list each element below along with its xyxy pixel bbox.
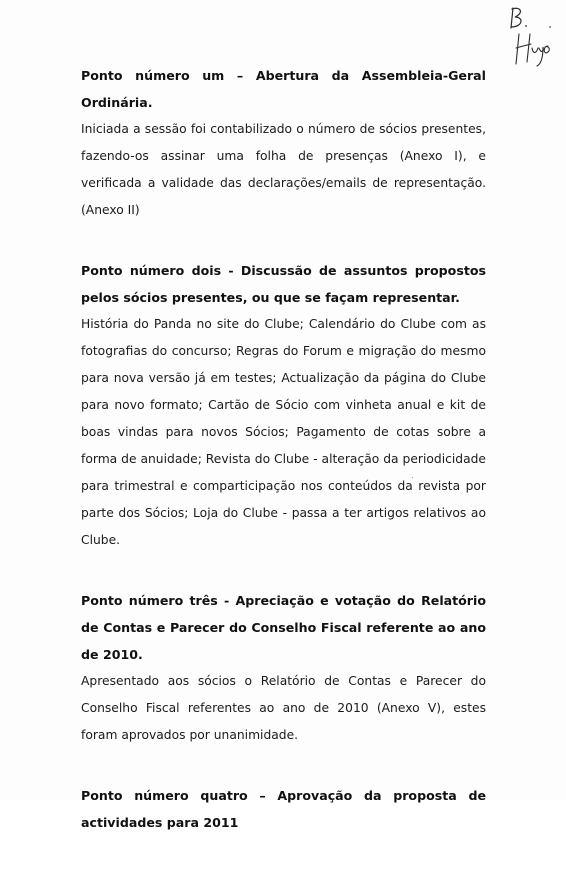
section-ponto-quatro [81, 782, 486, 836]
section-paragraph: História do Panda no site do Clube; Calendário do Clube com as fotografias do concurso; Regras do Forum e migração do mesmo para nova versão já em testes; Actualização da página do Clube para novo formato; Cartão de Sócio com vinheta anual e kit de boas vindas para novos Sócios; Pagamento de cotas sobre a forma de anuidade; Revista do Clube - alteração da periodicidade para trimestral e comparticipação nos conteúdos da revista por parte dos Sócios; Loja do Clube - passa a ter artigos relativos ao Clube. [81, 317, 486, 547]
section-paragraph: Apresentado aos sócios o Relatório de Contas e Parecer do Conselho Fiscal referentes ao ano de 2010 (Anexo V), estes foram aprovados por unanimidade. [81, 674, 486, 742]
section-heading: Ponto número três - Apreciação e votação do Relatório de Contas e Parecer do Conselho Fiscal referente ao ano de 2010. [81, 593, 486, 662]
section-heading: Ponto número quatro – Aprovação da proposta de actividades para 2011 [81, 788, 486, 830]
section-paragraph: Iniciada a sessão foi contabilizado o número de sócios presentes, fazendo-os assinar uma folha de presenças (Anexo I), e verificada a validade das declarações/emails de representação. (Anexo II) [81, 122, 486, 217]
section-ponto-dois [81, 257, 486, 554]
section-heading: Ponto número um – Abertura da Assembleia-Geral Ordinária. [81, 68, 486, 110]
document-body [81, 62, 486, 869]
handwritten-signature [505, 2, 557, 68]
section-ponto-um [81, 62, 486, 224]
scan-speck [549, 26, 551, 28]
section-ponto-tres [81, 587, 486, 749]
section-heading: Ponto número dois - Discussão de assuntos propostos pelos sócios presentes, ou que se façam representar. [81, 263, 486, 305]
